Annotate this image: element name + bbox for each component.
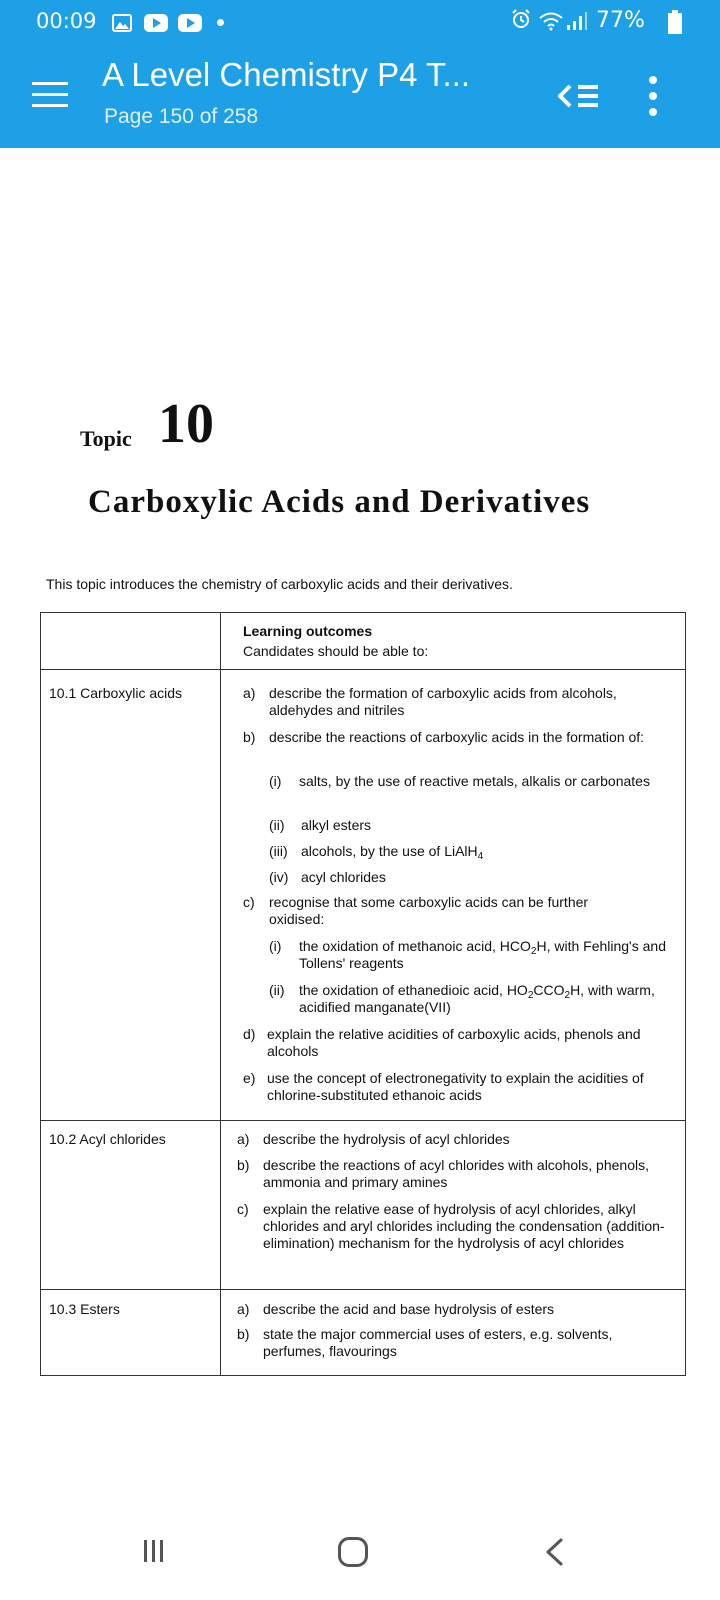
more-vert-icon[interactable] <box>648 76 658 116</box>
outcome-item: d) explain the relative acidities of carboxylic acids, phenols and alcohols <box>243 1026 641 1059</box>
section-label: 10.3 Esters <box>49 1301 120 1317</box>
outcome-item: b) describe the reactions of acyl chlorides with alcohols, phenols, ammonia and primary amines <box>237 1157 649 1190</box>
outcome-item: a) describe the formation of carboxylic acids from alcohols, aldehydes and nitriles <box>243 685 617 718</box>
table-header-title: Learning outcomes <box>243 623 373 639</box>
outcome-subitem: (iii) alcohols, by the use of LiAlH$_4$ <box>269 843 484 862</box>
document-title: A Level Chemistry P4 T... <box>102 56 471 93</box>
recent-apps-icon[interactable] <box>144 1540 164 1562</box>
column-divider <box>220 613 221 1375</box>
outcome-item: b) state the major commercial uses of esters, e.g. solvents, perfumes, flavourings <box>237 1326 613 1359</box>
outcome-item: c) recognise that some carboxylic acids can be further oxidised: <box>243 894 589 927</box>
signal-icon <box>566 11 588 31</box>
topic-intro: This topic introduces the chemistry of carboxylic acids and their derivatives. <box>46 576 513 592</box>
table-header-subtitle: Candidates should be able to: <box>243 643 429 659</box>
page-indicator: Page 150 of 258 <box>104 105 259 128</box>
outcome-item: a) describe the acid and base hydrolysis of esters <box>237 1301 555 1317</box>
row-divider <box>41 669 685 670</box>
topic-label: Topic <box>80 426 132 451</box>
status-bar <box>0 0 720 44</box>
youtube-icon-2 <box>178 14 202 32</box>
row-divider <box>41 1120 685 1121</box>
outcome-subitem: (ii) alkyl esters <box>269 817 372 833</box>
system-nav-bar <box>0 1504 720 1600</box>
outcome-item: b) describe the reactions of carboxylic acids in the formation of: <box>243 729 645 745</box>
status-time: 00:09 <box>36 9 97 33</box>
topic-heading: Carboxylic Acids and Derivatives <box>88 484 591 520</box>
app-bar <box>0 0 720 148</box>
pdf-page <box>0 148 720 1504</box>
outcome-subitem: (iv) acyl chlorides <box>269 869 386 885</box>
outcome-subitem: (ii) the oxidation of ethanedioic acid, $HO_2CCO_2H$, with warm, acidified manganate(VII) <box>269 982 655 1015</box>
outcome-item: c) explain the relative ease of hydrolysis of acyl chlorides, alkyl chlorides and aryl chlorides including the condensation (addition-elimination) mechanism for the hydrolysis of acyl chlorides <box>237 1201 665 1251</box>
outcome-subitem: (i) the oxidation of methanoic acid, $HCO_2H$, with Fehling's and Tollens' reagents <box>269 938 666 971</box>
back-icon[interactable] <box>544 1538 564 1566</box>
section-label: 10.1 Carboxylic acids <box>49 685 183 701</box>
home-icon[interactable] <box>338 1537 368 1567</box>
row-divider <box>41 1289 685 1290</box>
fit-width-icon[interactable] <box>556 78 606 114</box>
outcome-item: a) describe the hydrolysis of acyl chlorides <box>237 1131 510 1147</box>
learning-outcomes-table <box>40 612 686 1376</box>
battery-percent: 77% <box>596 8 645 33</box>
menu-icon[interactable] <box>32 82 68 108</box>
outcome-subitem: (i) salts, by the use of reactive metals, alkalis or carbonates <box>269 773 650 789</box>
youtube-icon <box>144 14 168 32</box>
battery-icon <box>668 10 682 34</box>
dot-icon <box>217 19 224 26</box>
gallery-icon <box>112 14 132 32</box>
alarm-icon <box>511 9 531 29</box>
outcome-item: e) use the concept of electronegativity to explain the acidities of chlorine-substituted ethanoic acids <box>243 1070 644 1103</box>
wifi-icon <box>538 11 564 31</box>
section-label: 10.2 Acyl chlorides <box>49 1131 166 1147</box>
topic-number: 10 <box>158 393 214 455</box>
